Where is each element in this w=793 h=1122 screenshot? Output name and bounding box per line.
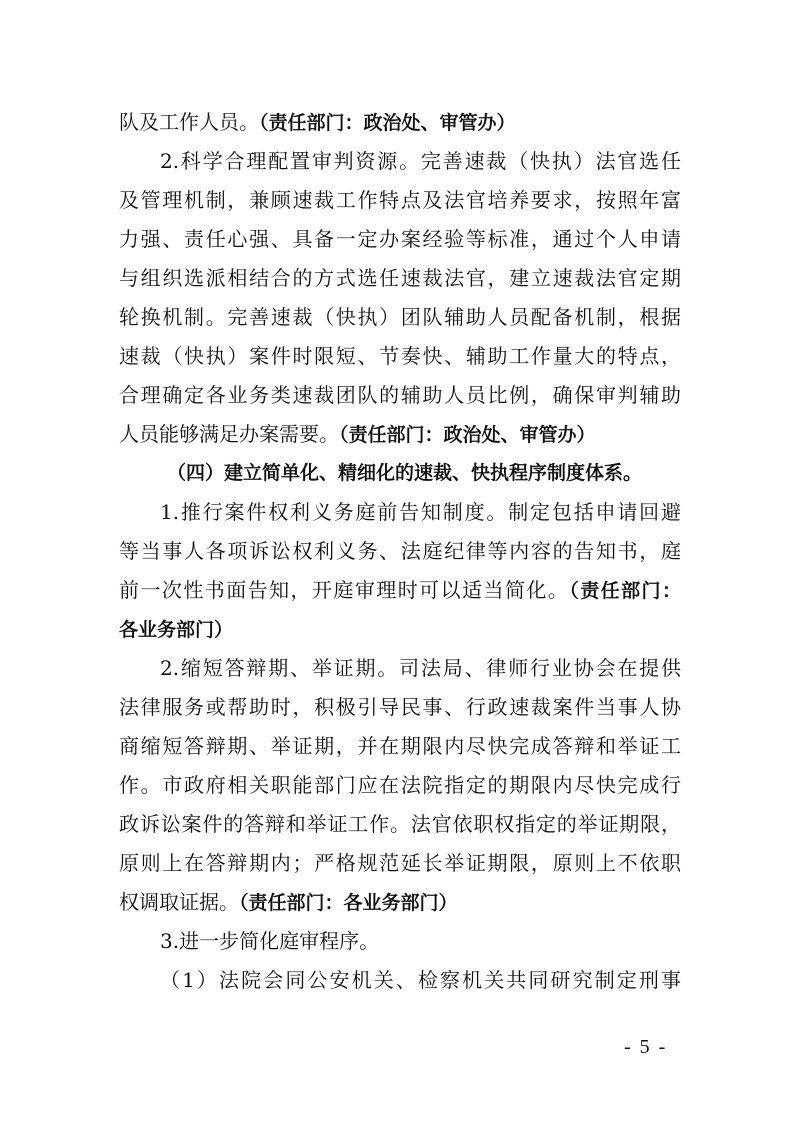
text-segment: 3.进一步简化庭审程序。 xyxy=(160,929,380,953)
text-segment: 1.推行案件权利义务庭前告知制度。制定包括申请回避 xyxy=(160,500,681,524)
page-number: - 5 - xyxy=(624,1036,668,1058)
text-line xyxy=(119,922,681,961)
text-line xyxy=(119,103,681,142)
text-line xyxy=(119,376,681,415)
text-segment: 速裁（快执）案件时限短、节奏快、辅助工作量大的特点， xyxy=(119,344,681,368)
text-segment: 2.科学合理配置审判资源。完善速裁（快执）法官选任 xyxy=(160,149,681,173)
text-segment: 人员能够满足办案需要。 xyxy=(119,422,339,446)
text-line xyxy=(119,961,681,1000)
text-segment: （1）法院会同公安机关、检察机关共同研究制定刑事 xyxy=(160,968,681,992)
text-line xyxy=(119,337,681,376)
text-line xyxy=(119,571,681,610)
text-segment: 合理确定各业务类速裁团队的辅助人员比例，确保审判辅助 xyxy=(119,383,681,407)
text-segment: 商缩短答辩期、举证期，并在期限内尽快完成答辩和举证工 xyxy=(119,734,681,758)
text-line xyxy=(119,532,681,571)
text-line xyxy=(119,844,681,883)
text-segment: 政诉讼案件的答辩和举证工作。法官依职权指定的举证期限， xyxy=(119,812,681,836)
text-line xyxy=(119,142,681,181)
text-line xyxy=(119,727,681,766)
text-line xyxy=(119,649,681,688)
text-line xyxy=(119,493,681,532)
responsibility-note: （四）建立简单化、精细化的速裁、快执程序制度体系。 xyxy=(167,462,643,484)
text-line xyxy=(119,766,681,805)
text-line xyxy=(119,883,681,922)
text-segment: 及管理机制，兼顾速裁工作特点及法官培养要求，按照年富 xyxy=(119,188,681,212)
text-segment: 2.缩短答辩期、举证期。司法局、律师行业协会在提供 xyxy=(160,656,681,680)
text-line xyxy=(119,610,681,649)
text-segment: 队及工作人员。 xyxy=(119,110,259,134)
responsibility-note: （责任部门：各业务部门） xyxy=(239,892,458,914)
text-segment: 原则上在答辩期内；严格规范延长举证期限，原则上不依职 xyxy=(119,851,681,875)
text-segment: 作。市政府相关职能部门应在法院指定的期限内尽快完成行 xyxy=(119,773,681,797)
section-heading xyxy=(119,454,681,493)
text-segment: 法律服务或帮助时，积极引导民事、行政速裁案件当事人协 xyxy=(119,695,681,719)
responsibility-note: （责任部门： xyxy=(569,580,681,602)
text-line xyxy=(119,220,681,259)
text-segment: 权调取证据。 xyxy=(119,890,239,914)
responsibility-note: （责任部门：政治处、审管办） xyxy=(259,112,516,134)
text-line xyxy=(119,805,681,844)
responsibility-note: （责任部门：政治处、审管办） xyxy=(339,424,596,446)
text-line xyxy=(119,181,681,220)
text-line xyxy=(119,298,681,337)
document-body xyxy=(119,103,681,1000)
text-line xyxy=(119,415,681,454)
text-line xyxy=(119,688,681,727)
text-segment: 与组织选派相结合的方式选任速裁法官，建立速裁法官定期 xyxy=(119,266,681,290)
responsibility-note: 各业务部门） xyxy=(119,619,234,641)
text-segment: 轮换机制。完善速裁（快执）团队辅助人员配备机制，根据 xyxy=(119,305,681,329)
text-segment: 等当事人各项诉讼权利义务、法庭纪律等内容的告知书，庭 xyxy=(119,539,681,563)
text-line xyxy=(119,259,681,298)
text-segment: 前一次性书面告知，开庭审理时可以适当简化。 xyxy=(119,578,570,602)
text-segment: 力强、责任心强、具备一定办案经验等标准，通过个人申请 xyxy=(119,227,681,251)
